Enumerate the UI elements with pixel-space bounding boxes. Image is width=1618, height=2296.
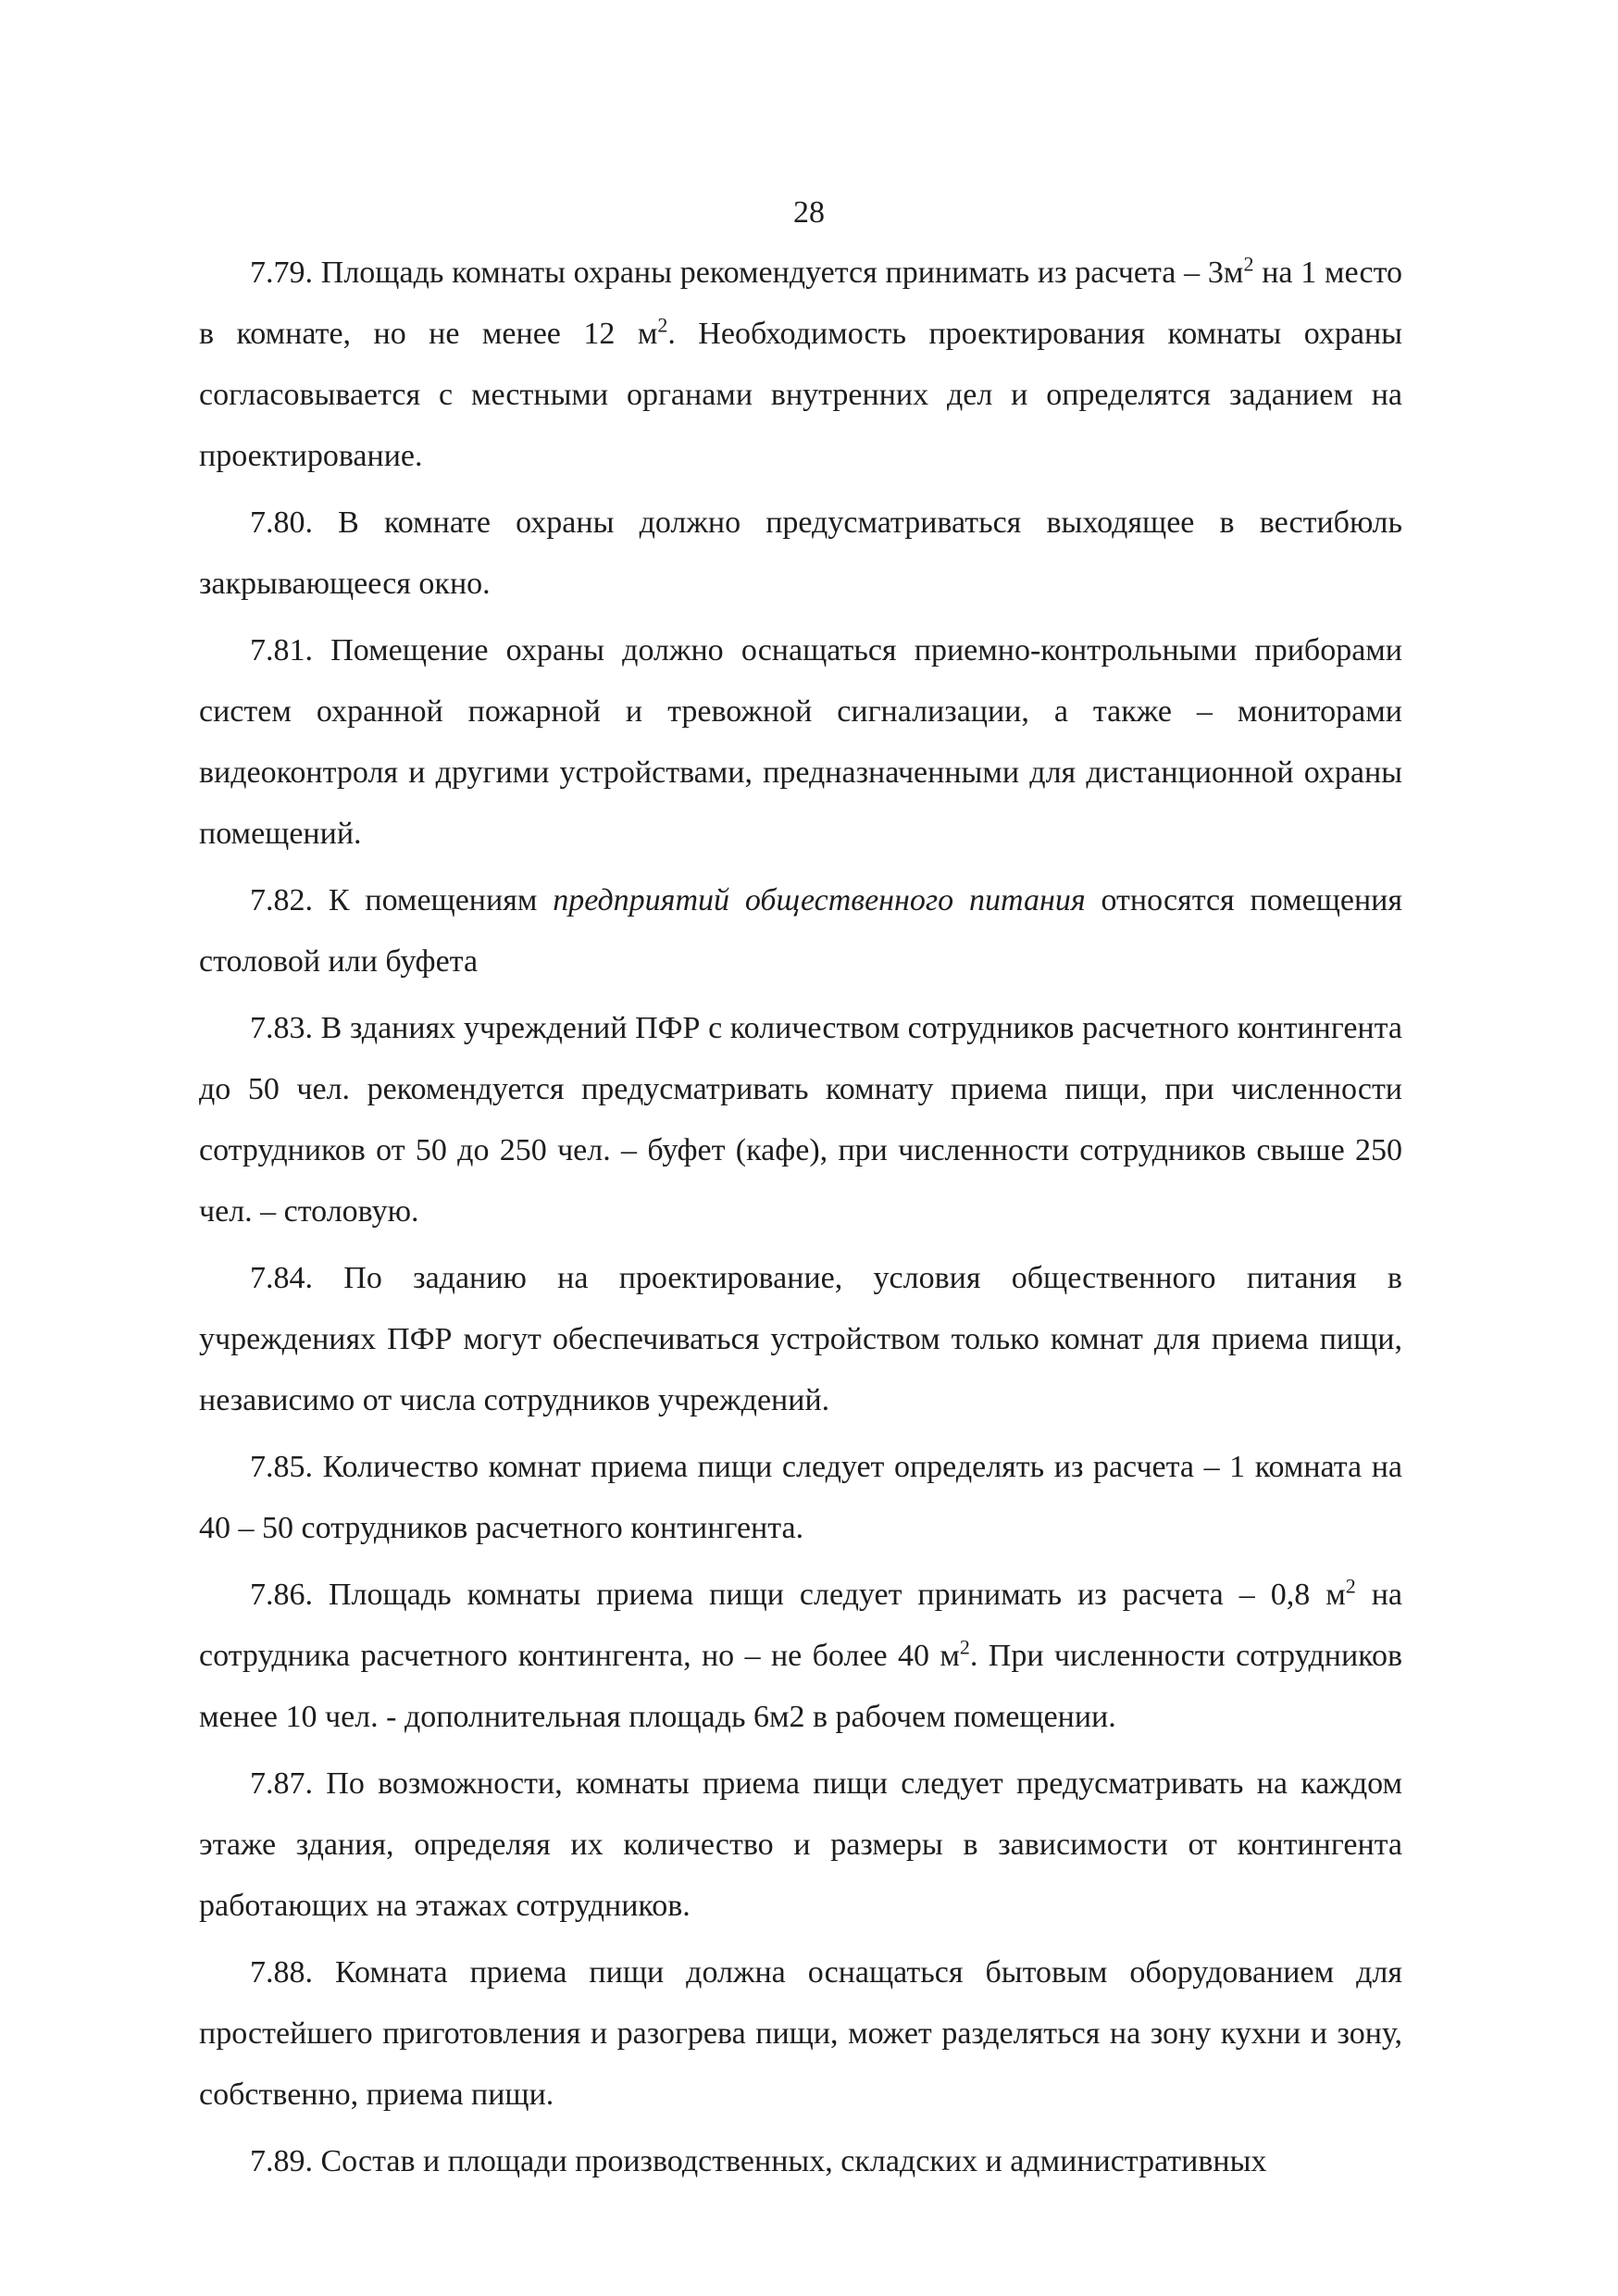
paragraph-7-85: 7.85. Количество комнат приема пищи следует определять из расчета – 1 комната на 40 – 50 сотрудников расчетного контингента. <box>199 1450 1402 1545</box>
paragraph-7-82: 7.82. К помещениям предприятий общественного питания относятся помещения столовой или буфета <box>199 883 1402 979</box>
paragraph-7-83: 7.83. В зданиях учреждений ПФР с количеством сотрудников расчетного контингента до 50 чел. рекомендуется предусматривать комнату приема пищи, при численности сотрудников от 50 до 250 чел. – буфет (кафе), при численности сотрудников свыше 250 чел. – столовую. <box>199 1011 1402 1229</box>
paragraph-7-89: 7.89. Состав и площади производственных, складских и административных <box>250 2144 1267 2178</box>
paragraph-7-88: 7.88. Комната приема пищи должна оснащаться бытовым оборудованием для простейшего приготовления и разогрева пищи, может разделяться на зону кухни и зону, собственно, приема пищи. <box>199 1955 1402 2112</box>
document-body <box>199 243 1402 2198</box>
paragraph-7-80: 7.80. В комнате охраны должно предусматриваться выходящее в вестибюль закрывающееся окно. <box>199 505 1402 601</box>
paragraph-7-81: 7.81. Помещение охраны должно оснащаться приемно-контрольными приборами систем охранной пожарной и тревожной сигнализации, а также – мониторами видеоконтроля и другими устройствами, предназначенными для дистанционной охраны помещений. <box>199 633 1402 851</box>
paragraph-7-79: 7.79. Площадь комнаты охраны рекомендуется принимать из расчета – $3м^2$ на 1 место в комнате, но не менее 12 $м^2$. Необходимость проектирования комнаты охраны согласовывается с местными органами внутренних дел и определятся заданием на проектирование. <box>199 252 1402 473</box>
paragraph-7-84: 7.84. По заданию на проектирование, условия общественного питания в учреждениях ПФР могут обеспечиваться устройством только комнат для приема пищи, независимо от числа сотрудников учреждений. <box>199 1261 1402 1417</box>
paragraph-7-87: 7.87. По возможности, комнаты приема пищи следует предусматривать на каждом этаже здания, определяя их количество и размеры в зависимости от контингента работающих на этажах сотрудников. <box>199 1766 1402 1923</box>
paragraph-7-86: 7.86. Площадь комнаты приема пищи следует принимать из расчета – 0,8 $м^2$ на сотрудника расчетного контингента, но – не более 40 $м^2$. При численности сотрудников менее 10 чел. - дополнительная площадь 6м2 в рабочем помещении. <box>199 1574 1402 1734</box>
page-number: 28 <box>793 195 825 230</box>
